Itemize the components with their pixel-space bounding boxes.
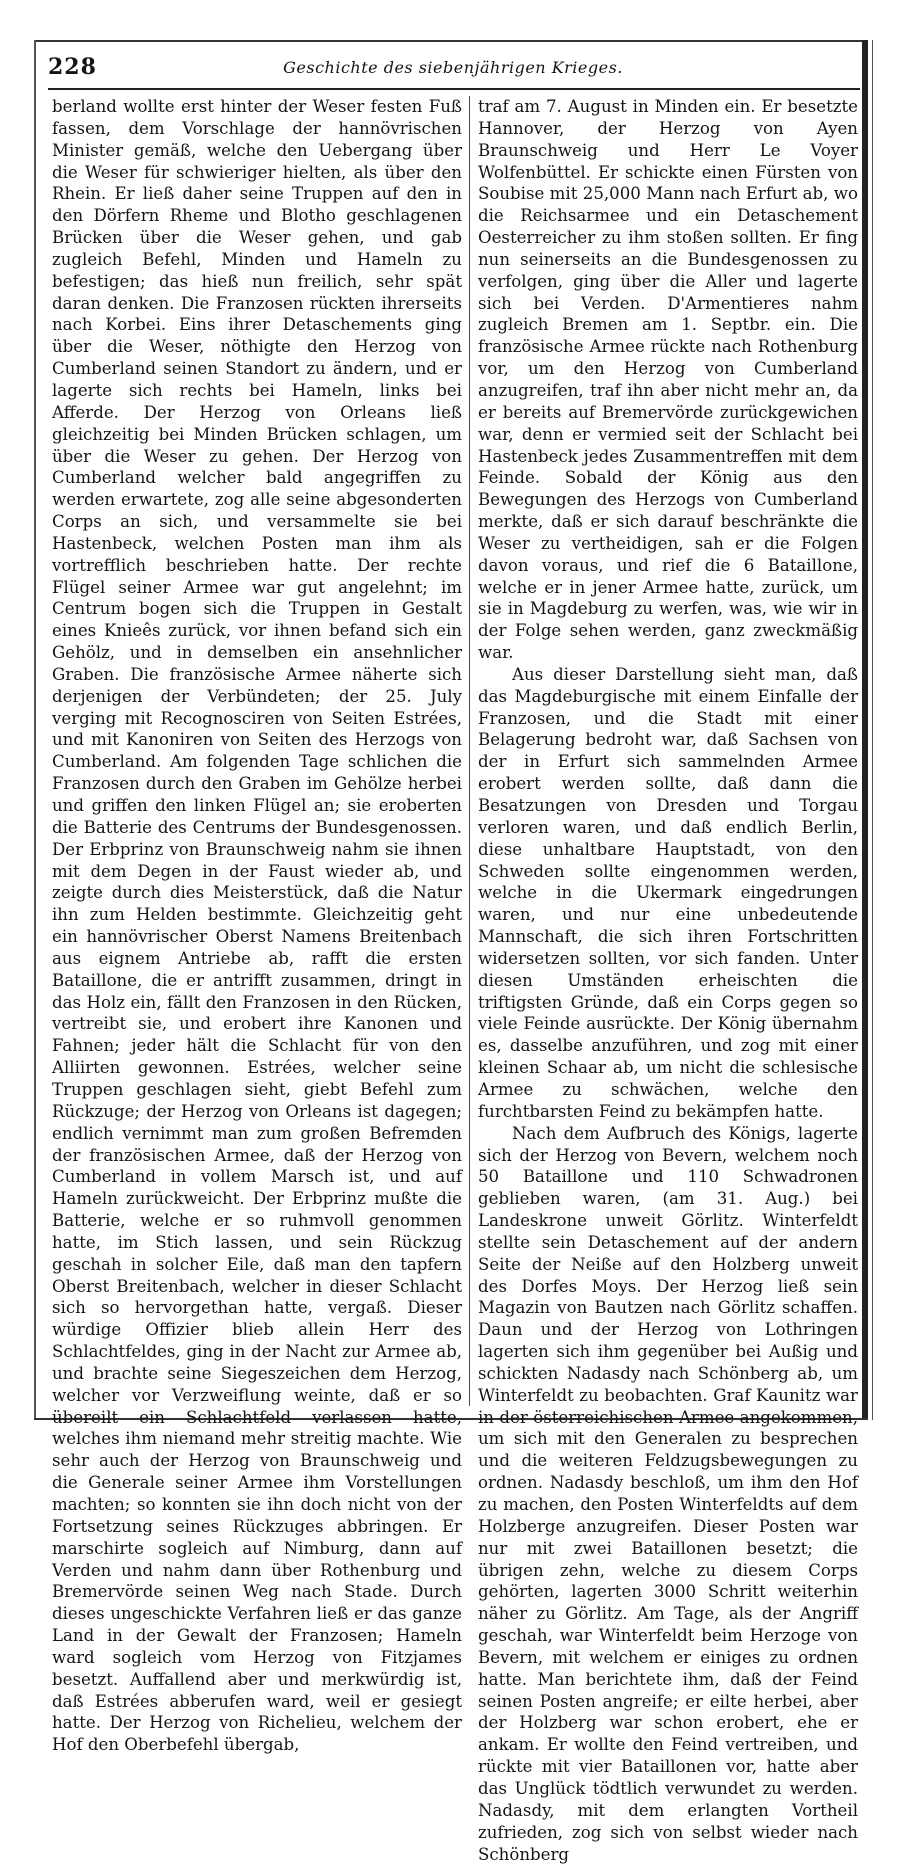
- right-paragraph-1: traf am 7. August in Minden ein. Er besetzte Hannover, der Herzog von Ayen Braunschweig und Herr Le Voyer Wolfenbüttel. Er schickte einen Fürsten von Soubise mit 25,000 Mann nach Erfurt ab, wo die Reichsarmee und ein Detaschement Oesterreicher zu ihm stoßen sollten. Er fing nun seinerseits an die Bundesgenossen zu verfolgen, ging über die Aller und lagerte sich bei Verden. D'Armentieres nahm zugleich Bremen am 1. Septbr. ein. Die französische Armee rückte nach Rothenburg vor, um den Herzog von Cumberland anzugreifen, traf ihn aber nicht mehr an, da er bereits auf Bremervörde zurückgewichen war, denn er vermied seit der Schlacht bei Hastenbeck jedes Zusammentreffen mit dem Feinde. Sobald der König aus den Bewegungen des Herzogs von Cumberland merkte, daß er sich darauf beschränkte die Weser zu vertheidigen, sah er die Folgen davon voraus, und rief die 6 Bataillone, welche er in jener Armee hatte, zurück, um sie in Magdeburg zu werfen, was, wie wir in der Folge sehen werden, ganz zweckmäßig war.: [478, 97, 858, 663]
- frame-right-rule: [862, 40, 868, 1420]
- frame-top-rule: [34, 40, 868, 42]
- page-header: [48, 52, 858, 86]
- frame-right-inner-rule: [872, 40, 873, 1420]
- right-paragraph-2: Aus dieser Darstellung sieht man, daß das Magdeburgische mit einem Einfalle der Franzosen, und die Stadt mit einer Belagerung bedroht war, daß Sachsen von der in Erfurt sich sammelnden Armee erobert werden sollte, daß dann die Besatzungen von Dresden und Torgau verloren waren, und daß endlich Berlin, diese unhaltbare Hauptstadt, von den Schweden sollte eingenommen werden, welche in die Ukermark eingedrungen waren, und nur eine unbedeutende Mannschaft, die sich ihren Fortschritten widersetzen sollten, vor sich fanden. Unter diesen Umständen erheischten die triftigsten Gründe, daß ein Corps gegen so viele Feinde ausrückte. Der König übernahm es, dasselbe anzuführen, und zog mit einer kleinen Schaar ab, um nicht die schlesische Armee zu schwächen, welche den furchtbarsten Feind zu bekämpfen hatte.: [478, 664, 858, 1121]
- column-divider: [469, 96, 470, 1406]
- running-title: Geschichte des siebenjährigen Krieges.: [283, 58, 623, 77]
- page-number: 228: [48, 54, 97, 80]
- frame-left-rule: [34, 40, 36, 1420]
- right-column: [478, 96, 858, 1864]
- left-column: [52, 96, 462, 1755]
- header-rule: [48, 88, 860, 90]
- right-paragraph-3: Nach dem Aufbruch des Königs, lagerte sich der Herzog von Bevern, welchem noch 50 Bataillone und 110 Schwadronen geblieben waren, (am 31. Aug.) bei Landeskrone unweit Görlitz. Winterfeldt stellte sein Detaschement auf der andern Seite der Neiße auf den Holzberg unweit des Dorfes Moys. Der Herzog ließ sein Magazin von Bautzen nach Görlitz schaffen. Daun und der Herzog von Lothringen lagerten sich ihm gegenüber bei Außig und schickten Nadasdy nach Schönberg ab, um Winterfeldt zu beobachten. Graf Kaunitz war in der österreichischen Armee angekommen, um sich mit den Generalen zu besprechen und die weiteren Feldzugsbewegungen zu ordnen. Nadasdy beschloß, um ihm den Hof zu machen, den Posten Winterfeldts auf dem Holzberge anzugreifen. Dieser Posten war nur mit zwei Bataillonen besetzt; die übrigen zehn, welche zu diesem Corps gehörten, lagerten 3000 Schritt weiterhin näher zu Görlitz. Am Tage, als der Angriff geschah, war Winterfeldt beim Herzoge von Bevern, mit welchem er einiges zu ordnen hatte. Man berichtete ihm, daß der Feind seinen Posten angreife; er eilte herbei, aber der Holzberg war schon erobert, ehe er ankam. Er wollte den Feind vertreiben, und rückte mit vier Bataillonen vor, hatte aber das Unglück tödtlich verwundet zu werden. Nadasdy, mit dem erlangten Vortheil zufrieden, zog sich von selbst wieder nach Schönberg: [478, 1123, 858, 1864]
- left-paragraph-1: berland wollte erst hinter der Weser festen Fuß fassen, dem Vorschlage der hannövrischen Minister gemäß, welche den Uebergang über die Weser für schwieriger hielten, als über den Rhein. Er ließ daher seine Truppen auf den in den Dörfern Rheme und Blotho geschlagenen Brücken über die Weser gehen, und gab zugleich Befehl, Minden und Hameln zu befestigen; das hieß nun freilich, sehr spät daran denken. Die Franzosen rückten ihrerseits nach Korbei. Eins ihrer Detaschements ging über die Weser, nöthigte den Herzog von Cumberland seinen Standort zu ändern, und er lagerte sich rechts bei Hameln, links bei Afferde. Der Herzog von Orleans ließ gleichzeitig bei Minden Brücken schlagen, um über die Weser zu gehen. Der Herzog von Cumberland welcher bald angegriffen zu werden erwartete, zog alle seine abgesonderten Corps an sich, und versammelte sie bei Hastenbeck, welchen Posten man ihm als vortrefflich beschrieben hatte. Der rechte Flügel seiner Armee war gut angelehnt; im Centrum bogen sich die Truppen in Gestalt eines Knieês zurück, vor ihnen befand sich ein Gehölz, und in demselben ein ansehnlicher Graben. Die französische Armee näherte sich derjenigen der Verbündeten; der 25. July verging mit Recognosciren von Seiten Estrées, und mit Kanoniren von Seiten des Herzogs von Cumberland. Am folgenden Tage schlichen die Franzosen durch den Graben im Gehölze herbei und griffen den linken Flügel an; sie eroberten die Batterie des Centrums der Bundesgenossen. Der Erbprinz von Braunschweig nahm sie ihnen mit dem Degen in der Faust wieder ab, und zeigte durch dies Meisterstück, daß die Natur ihn zum Helden bestimmte. Gleichzeitig geht ein hannövrischer Oberst Namens Breitenbach aus eignem Antriebe ab, rafft die ersten Bataillone, die er antrifft zusammen, dringt in das Holz ein, fällt den Franzosen in den Rücken, vertreibt sie, und erobert ihre Kanonen und Fahnen; jeder hält die Schlacht für von den Alliirten gewonnen. Estrées, welcher seine Truppen geschlagen sieht, giebt Befehl zum Rückzuge; der Herzog von Orleans ist dagegen; endlich vernimmt man zum großen Befremden der französischen Armee, daß der Herzog von Cumberland in vollem Marsch ist, und auf Hameln zurückweicht. Der Erbprinz mußte die Batterie, welche er so ruhmvoll genommen hatte, im Stich lassen, und sein Rückzug geschah in solcher Eile, daß man den tapfern Oberst Breitenbach, welcher in dieser Schlacht sich so hervorgethan hatte, vergaß. Dieser würdige Offizier blieb allein Herr des Schlachtfeldes, ging in der Nacht zur Armee ab, und brachte seine Siegeszeichen dem Herzog, welcher vor Verzweiflung weinte, daß er so übereilt ein Schlachtfeld verlassen hatte, welches ihm niemand mehr streitig machte. Wie sehr auch der Herzog von Braunschweig und die Generale seiner Armee ihm Vorstellungen machten; so konnten sie ihn doch nicht von der Fortsetzung seines Rückzuges abbringen. Er marschirte sogleich auf Nimburg, dann auf Verden und nahm dann über Rothenburg und Bremervörde seinen Weg nach Stade. Durch dieses ungeschickte Verfahren ließ er das ganze Land in der Gewalt der Franzosen; Hameln ward sogleich vom Herzog von Fitzjames besetzt. Auffallend aber und merkwürdig ist, daß Estrées abberufen ward, weil er gesiegt hatte. Der Herzog von Richelieu, welchem der Hof den Oberbefehl übergab,: [52, 97, 462, 1755]
